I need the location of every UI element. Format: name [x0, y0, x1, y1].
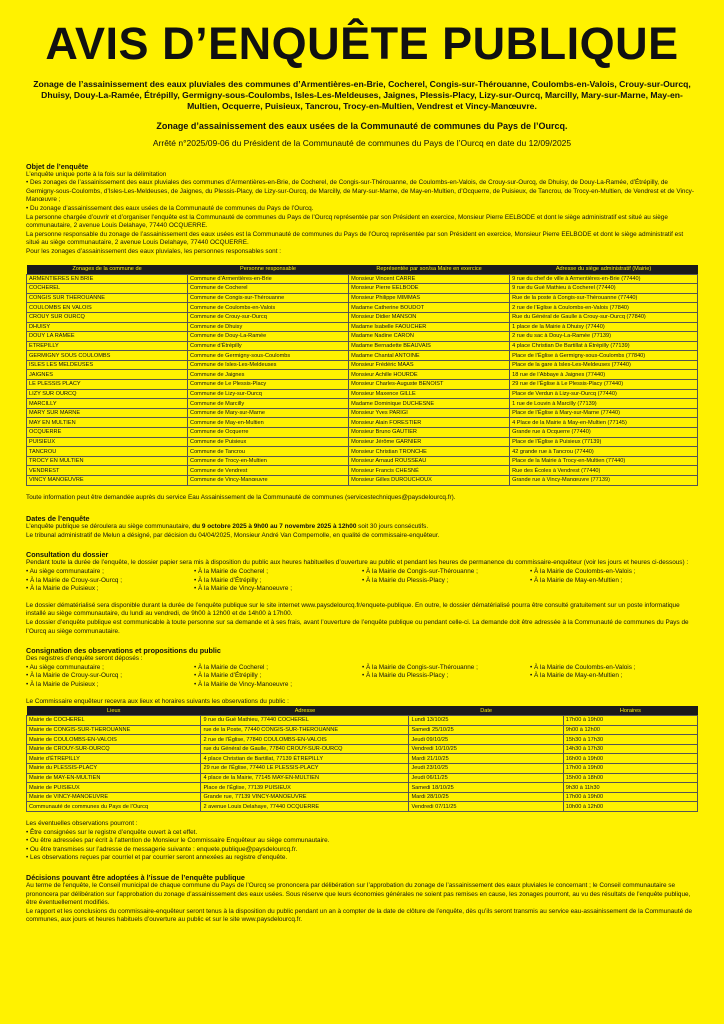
- table-cell: 15h30 à 17h30: [563, 735, 697, 745]
- table-cell: Monsieur Christian TRONCHE: [349, 447, 510, 457]
- table-cell: JAIGNES: [27, 370, 188, 380]
- table-cell: CONGIS SUR THEROUANNE: [27, 293, 188, 303]
- table-cell: Rue du Général de Gaulle à Crouy-sur-Ourcq (77840): [510, 312, 698, 322]
- place-item: • À la Mairie du Plessis-Placy ;: [362, 672, 449, 680]
- decisions-para1: Au terme de l’enquête, le Conseil municipal de chaque commune du Pays de l’Ourcq se prononcera par délibération sur l’approbation du zonage de l’assainissement des eaux pluviales le concernant ; le Conseil communautaire se prononcera par délibération sur l’approbation du zonage d’assainissement des eaux usées. Sous réserve que leurs économies générales ne soient pas remises en cause, les zonages pourront, au vu des résultats de l’enquête publique, être éventuellement modifiés.: [26, 882, 691, 907]
- table-cell: 17h00 à 19h00: [563, 716, 697, 726]
- decisions-title: Décisions pouvant être adoptées à l’issue de l’enquête publique: [26, 873, 245, 883]
- table-cell: GERMIGNY SOUS COULOMBS: [27, 351, 188, 361]
- place-item: • À la Mairie d’Étrépilly ;: [194, 672, 262, 680]
- dates-period: du 9 octobre 2025 à 9h00 au 7 novembre 2025 à 12h00: [192, 523, 357, 531]
- column-header: Personne responsable: [188, 265, 349, 275]
- table-cell: 2 avenue Louis Delahaye, 77440 OCQUERRE: [201, 802, 409, 812]
- consignation-places: [26, 664, 698, 690]
- table-cell: Monsieur Charles-Auguste BENOIST: [349, 380, 510, 390]
- table-cell: TROCY EN MULTIEN: [27, 456, 188, 466]
- table-row: [27, 293, 698, 303]
- table-cell: Vendredi 10/10/25: [409, 744, 563, 754]
- table-cell: Monsieur Arnaud ROUSSEAU: [349, 456, 510, 466]
- table-cell: Commune d’Armentières-en-Brie: [188, 274, 349, 284]
- table-cell: Mairie d’ÉTREPILLY: [27, 754, 201, 764]
- info-text: Toute information peut être demandée auprès du service Eau Assainissement de la Communauté de communes (servicestechniques@paysdelourcq.fr).: [26, 493, 456, 501]
- table-cell: ISLES LES MELDEUSES: [27, 360, 188, 370]
- table-cell: Grande rue à Ocquerre (77440): [510, 428, 698, 438]
- consultation-intro: Pendant toute la durée de l’enquête, le dossier papier sera mis à disposition du public aux heures habituelles d’ouverture au public et pendant les heures de permanence du commissaire-enquêteur (voir les jours et heures ci-dessous) :: [26, 559, 689, 567]
- place-item: • À la Mairie de Congis-sur-Thérouanne ;: [362, 663, 478, 671]
- places-row: [26, 681, 698, 690]
- place-item: • Au siège communautaire ;: [26, 663, 104, 671]
- place-item: • À la Mairie de Coulombs-en-Valois ;: [530, 663, 636, 671]
- table-cell: 9h00 à 12h00: [563, 725, 697, 735]
- table-cell: 14h30 à 17h30: [563, 744, 697, 754]
- table-cell: Lundi 13/10/25: [409, 716, 563, 726]
- table-cell: Place de l’Église à Mary-sur-Marne (77440): [510, 408, 698, 418]
- subtitle: Zonage de l’assainissement des eaux pluviales des communes d’Armentières-en-Brie, Cocherel, Congis-sur-Thérouanne, Coulombs-en-Valois, Crouy-sur-Ourcq, Dhuisy, Douy-La-Ramée, Étrépilly, Germigny-sous-Coulombs, Isles-Les-Meldeuses, Jaignes, Plessis-Placy, Lizy-sur-Ourcq, Marcilly, Mary-sur-Marne, May-en-Multien, Ocquerre, Puisieux, Tancrou, Trocy-en-Multien, Vendrest et Vincy-Manœuvre.: [33, 79, 691, 112]
- table-cell: Commune de Isles-Les-Meldeuses: [188, 360, 349, 370]
- place-item: [530, 585, 698, 594]
- table-row: [27, 370, 698, 380]
- page-title: AVIS D’ENQUÊTE PUBLIQUE: [45, 18, 679, 69]
- table-cell: Commune de Germigny-sous-Coulombs: [188, 351, 349, 361]
- table-cell: Grande rue à Vincy-Manœuvre (77139): [510, 476, 698, 486]
- table-cell: Place de l’Église à Germigny-sous-Coulombs (77840): [510, 351, 698, 361]
- permanences-intro: Le Commissaire enquêteur recevra aux lieux et horaires suivants les observations du public :: [26, 697, 289, 705]
- table-cell: Place de la Mairie à Trocy-en-Multien (77440): [510, 456, 698, 466]
- table-cell: Commune de May-en-Multien: [188, 418, 349, 428]
- table-cell: Madame Chantal ANTOINE: [349, 351, 510, 361]
- table-row: [27, 802, 698, 812]
- objet-line: • Du zonage d’assainissement des eaux usées de la Communauté de communes du Pays de l’Ourcq.: [26, 204, 314, 212]
- table-cell: Monsieur Maxence GILLE: [349, 389, 510, 399]
- table-cell: Jeudi 09/10/25: [409, 735, 563, 745]
- objet-line: La personne chargée d’ouvrir et d’organiser l’enquête est la Communauté de communes du Pays de l’Ourcq représentée par son Président en exercice, Monsieur Pierre EELBODE et dont le siège administratif est situé au siège communautaire, 2 avenue Louis Delahaye, 77440 OCQUERRE.: [26, 213, 668, 230]
- table-cell: Mardi 28/10/25: [409, 792, 563, 802]
- column-header: Adresse: [201, 706, 409, 716]
- table-cell: 17h00 à 19h00: [563, 764, 697, 774]
- table-cell: 4 place Christian De Bartillat à Étrépilly (77139): [510, 341, 698, 351]
- table-cell: Monsieur Bruno GAUTIER: [349, 428, 510, 438]
- column-header: Horaires: [563, 706, 697, 716]
- table-cell: VENDREST: [27, 466, 188, 476]
- table-row: [27, 456, 698, 466]
- table-cell: 17h00 à 19h00: [563, 792, 697, 802]
- objet-line: • Des zonages de l’assainissement des eaux pluviales des communes d’Armentières-en-Brie, de Cocherel, de Congis-sur-Thérouanne, de Coulombs-en-Valois, de Crouy-sur-Ourcq, de Dhuisy, de Douy-La-Ramée, d’Étrépilly, de Germigny-sous-Coulombs, d’Isles-Les-Meldeuses, de Jaignes, du Plessis-Placy, de Lizy-sur-Ourcq, de Marcilly, de Mary-sur-Marne, de May-en-Multien, d’Ocquerre, de Puisieux, de Tancrou, de Trocy-en-Multien, de Vendrest et de Vincy-Manœuvre ;: [26, 179, 694, 204]
- table-row: [27, 399, 698, 409]
- table-row: [27, 447, 698, 457]
- table-row: [27, 303, 698, 313]
- column-header: Date: [409, 706, 563, 716]
- table-cell: TANCROU: [27, 447, 188, 457]
- table-cell: 42 grande rue à Tancrou (77440): [510, 447, 698, 457]
- place-item: [530, 681, 698, 690]
- table-cell: 9 rue du chef de ville à Armentières-en-Brie (77440): [510, 274, 698, 284]
- dates-text-c: soit 30 jours consécutifs.: [356, 523, 429, 531]
- table-cell: LE PLESSIS PLACY: [27, 380, 188, 390]
- table-cell: Mairie de COULOMBS-EN-VALOIS: [27, 735, 201, 745]
- table-cell: Commune de Jaignes: [188, 370, 349, 380]
- table-cell: MAY EN MULTIEN: [27, 418, 188, 428]
- table-row: [27, 428, 698, 438]
- dates-text: [26, 523, 698, 540]
- table-cell: rue de la Poste, 77440 CONGIS-SUR-THEROUANNE: [201, 725, 409, 735]
- table-row: [27, 476, 698, 486]
- objet-line: La personne responsable du zonage de l’assainissement des eaux usées est la Communauté de communes du Pays de l’Ourcq représentée par son Président en exercice, Monsieur Pierre EELBODE et dont le siège administratif est situé au siège communautaire, 2 avenue Louis Delahaye, 77440 OCQUERRE.: [26, 230, 684, 247]
- table-cell: DHUISY: [27, 322, 188, 332]
- table-cell: Grande rue, 77139 VINCY-MANOEUVRE: [201, 792, 409, 802]
- table-cell: 29 rue de l’Église, 77440 LE PLESSIS-PLACY: [201, 764, 409, 774]
- table-cell: 29 rue de l’Église à Le Plessis-Placy (77440): [510, 380, 698, 390]
- table-cell: Place de Verdun à Lizy-sur-Ourcq (77440): [510, 389, 698, 399]
- table-row: [27, 332, 698, 342]
- table-cell: Madame Dominique DUCHESNE: [349, 399, 510, 409]
- place-item: • À la Mairie de Crouy-sur-Ourcq ;: [26, 672, 122, 680]
- table-cell: Rue de la poste à Congis-sur-Thérouanne (77440): [510, 293, 698, 303]
- table-row: [27, 783, 698, 793]
- table-cell: Commune de Vendrest: [188, 466, 349, 476]
- responsables-table: [26, 265, 698, 486]
- table-cell: ETREPILLY: [27, 341, 188, 351]
- table-cell: Communauté de communes du Pays de l’Ourcq: [27, 802, 201, 812]
- table-cell: 4 place de la Mairie, 77145 MAY-EN-MULTIEN: [201, 773, 409, 783]
- table-cell: Monsieur Frédéric MAAS: [349, 360, 510, 370]
- table-cell: Monsieur Didier MANSON: [349, 312, 510, 322]
- consultation-title: Consultation du dossier: [26, 550, 109, 560]
- place-item: • Au siège communautaire ;: [26, 567, 104, 575]
- table-cell: Commune de Le Plessis-Placy: [188, 380, 349, 390]
- table-cell: Monsieur Gilles DUROUCHOUX: [349, 476, 510, 486]
- table-cell: Commune de Marcilly: [188, 399, 349, 409]
- place-item: • À la Mairie du Plessis-Placy ;: [362, 576, 449, 584]
- table-row: [27, 773, 698, 783]
- table-cell: Mairie de VINCY-MANOEUVRE: [27, 792, 201, 802]
- table-row: [27, 380, 698, 390]
- subtitle-eaux-usees: Zonage d’assainissement des eaux usées de la Communauté de communes du Pays de l’Ourcq.: [156, 120, 568, 131]
- objet-title: Objet de l’enquête: [26, 161, 89, 171]
- table-row: [27, 351, 698, 361]
- consignation-intro: Des registres d’enquête seront déposés :: [26, 655, 143, 663]
- table-cell: 2 rue de l’Église, 77840 COULOMBS-EN-VALOIS: [201, 735, 409, 745]
- arrete-line: Arrêté n°2025/09-06 du Président de la Communauté de communes du Pays de l’Ourcq en date du 12/09/2025: [152, 137, 572, 148]
- table-row: [27, 744, 698, 754]
- table-cell: Commune d’Étrépilly: [188, 341, 349, 351]
- table-cell: ARMENTIERES EN BRIE: [27, 274, 188, 284]
- table-cell: Monsieur Jérôme GARNIER: [349, 437, 510, 447]
- table-cell: 1 place de la Mairie à Dhuisy (77440): [510, 322, 698, 332]
- observations-list: [26, 829, 698, 863]
- table-row: [27, 360, 698, 370]
- table-cell: Monsieur Philippe MIMMAS: [349, 293, 510, 303]
- places-row: [26, 672, 698, 681]
- table-row: [27, 764, 698, 774]
- table-row: [27, 284, 698, 294]
- observation-item: • Ou être adressées par écrit à l’attention de Monsieur le Commissaire Enquêteur au siège communautaire.: [26, 837, 330, 845]
- table-cell: COULOMBS EN VALOIS: [27, 303, 188, 313]
- table-cell: MARCILLY: [27, 399, 188, 409]
- table-cell: Place de l’Église, 77139 PUISIEUX: [201, 783, 409, 793]
- table-cell: Monsieur Achille HOURDE: [349, 370, 510, 380]
- table-cell: Monsieur Alain FORESTIER: [349, 418, 510, 428]
- place-item: • À la Mairie de Puisieux ;: [26, 585, 99, 593]
- consultation-para2: Le dossier d’enquête publique est communicable à toute personne sur sa demande et à ses frais, avant l’ouverture de l’enquête publique ou pendant celle-ci. La demande doit être adressée à la Communauté de communes du Pays de l’Ourcq au siège communautaire.: [26, 618, 689, 635]
- table-row: [27, 312, 698, 322]
- table-cell: Vendredi 07/11/25: [409, 802, 563, 812]
- places-row: [26, 577, 698, 586]
- table-row: [27, 408, 698, 418]
- table-cell: CROUY SUR OURCQ: [27, 312, 188, 322]
- place-item: • À la Mairie de Vincy-Manoeuvre ;: [194, 585, 293, 593]
- table-cell: Monsieur Vincent CARRE: [349, 274, 510, 284]
- table-cell: 2 rue de l’Eglise à Coulombs-en-Valois (77840): [510, 303, 698, 313]
- table-row: [27, 735, 698, 745]
- table-cell: Commune de Mary-sur-Marne: [188, 408, 349, 418]
- dates-title: Dates de l’enquête: [26, 514, 90, 524]
- column-header: Lieux: [27, 706, 201, 716]
- table-cell: PUISIEUX: [27, 437, 188, 447]
- consignation-title: Consignation des observations et propositions du public: [26, 646, 221, 656]
- table-cell: LIZY SUR OURCQ: [27, 389, 188, 399]
- objet-line: Pour les zonages d’assainissement des eaux pluviales, les personnes responsables sont :: [26, 247, 282, 255]
- table-row: [27, 754, 698, 764]
- place-item: • À la Mairie de May-en-Multien ;: [530, 672, 623, 680]
- place-item: • À la Mairie de Cocherel ;: [194, 663, 268, 671]
- table-row: [27, 466, 698, 476]
- table-cell: Commune de Lizy-sur-Ourcq: [188, 389, 349, 399]
- table-cell: Rue des Écoles à Vendrest (77440): [510, 466, 698, 476]
- place-item: • À la Mairie d’Étrépilly ;: [194, 576, 262, 584]
- place-item: • À la Mairie de May-en-Multien ;: [530, 576, 623, 584]
- place-item: • À la Mairie de Coulombs-en-Valois ;: [530, 567, 636, 575]
- observations-intro: Les éventuelles observations pourront :: [26, 820, 138, 828]
- table-row: [27, 322, 698, 332]
- places-row: [26, 568, 698, 577]
- table-cell: Place de la gare à Isles-Les-Meldeuses (77440): [510, 360, 698, 370]
- table-cell: 9 rue du Gué Mathieu, 77440 COCHEREL: [201, 716, 409, 726]
- table-cell: Jeudi 23/10/25: [409, 764, 563, 774]
- table-cell: Monsieur Francis CHESNÉ: [349, 466, 510, 476]
- table-cell: 9 rue du Gué Mathieu à Cocherel (77440): [510, 284, 698, 294]
- table-row: [27, 437, 698, 447]
- table-cell: Madame Nadine CARON: [349, 332, 510, 342]
- table-cell: VINCY MANOEUVRE: [27, 476, 188, 486]
- place-item: • À la Mairie de Vincy-Manoeuvre ;: [194, 680, 293, 688]
- observation-item: • Être consignées sur le registre d’enquête ouvert à cet effet.: [26, 828, 198, 836]
- table-cell: Commune de Trocy-en-Multien: [188, 456, 349, 466]
- consultation-places: [26, 568, 698, 594]
- table-cell: Commune de Crouy-sur-Ourcq: [188, 312, 349, 322]
- table-cell: MARY SUR MARNE: [27, 408, 188, 418]
- place-item: • À la Mairie de Crouy-sur-Ourcq ;: [26, 576, 122, 584]
- table-row: [27, 389, 698, 399]
- table-cell: Commune de Dhuisy: [188, 322, 349, 332]
- table-cell: Place de l’Église à Puisieux (77139): [510, 437, 698, 447]
- column-header: Zonages de la commune de: [27, 265, 188, 275]
- column-header: Représentée par son/sa Maire en exercice: [349, 265, 510, 275]
- table-cell: DOUY LA RAMEE: [27, 332, 188, 342]
- table-cell: OCQUERRE: [27, 428, 188, 438]
- place-item: • À la Mairie de Cocherel ;: [194, 567, 268, 575]
- table-row: [27, 418, 698, 428]
- table-cell: 4 Place de la Mairie à May-en-Multien (77145): [510, 418, 698, 428]
- place-item: [362, 585, 530, 594]
- place-item: • À la Mairie de Puisieux ;: [26, 680, 99, 688]
- table-cell: Monsieur Yves PARIGI: [349, 408, 510, 418]
- places-row: [26, 585, 698, 594]
- table-cell: 18 rue de l’Abbaye à Jaignes (77440): [510, 370, 698, 380]
- table-cell: Commune de Puisieux: [188, 437, 349, 447]
- table-cell: 1 rue de Louvin à Marcilly (77139): [510, 399, 698, 409]
- table-cell: rue du Général de Gaulle, 77840 CROUY-SUR-OURCQ: [201, 744, 409, 754]
- table-cell: Mardi 21/10/25: [409, 754, 563, 764]
- table-cell: Commune de Tancrou: [188, 447, 349, 457]
- table-cell: COCHEREL: [27, 284, 188, 294]
- table-cell: Commune de Cocherel: [188, 284, 349, 294]
- table-cell: Madame Bernadette BEAUVAIS: [349, 341, 510, 351]
- table-cell: 16h00 à 19h00: [563, 754, 697, 764]
- table-cell: 2 rue du sac à Douy-La-Ramée (77139): [510, 332, 698, 342]
- table-cell: Commune de Coulombs-en-Valois: [188, 303, 349, 313]
- column-header: Adresse du siège administratif (Mairie): [510, 265, 698, 275]
- table-cell: Mairie de CONGIS-SUR-THEROUANNE: [27, 725, 201, 735]
- objet-text: [26, 171, 698, 257]
- table-cell: 4 place Christian de Bartillat, 77139 ÉTREPILLY: [201, 754, 409, 764]
- table-row: [27, 792, 698, 802]
- observation-item: • Les observations reçues par courriel et par courrier seront annexées au registre d’enquête.: [26, 854, 288, 862]
- table-row: [27, 274, 698, 284]
- table-cell: Jeudi 06/11/25: [409, 773, 563, 783]
- table-cell: Commune de Vincy-Manœuvre: [188, 476, 349, 486]
- consultation-para1: Le dossier dématérialisé sera disponible durant la durée de l’enquête publique sur le site internet www.paysdelourcq.fr/enquete-publique. En outre, le dossier dématérialisé pourra être consulté gratuitement sur un poste informatique installé au siège communautaire, du lundi au vendredi, de 9h00 à 12h00 et de 14h00 à 17h00.: [26, 601, 680, 618]
- place-item: • À la Mairie de Congis-sur-Thérouanne ;: [362, 567, 478, 575]
- table-row: [27, 716, 698, 726]
- decisions-para2: Le rapport et les conclusions du commissaire-enquêteur seront tenus à la disposition du public pendant un an à compter de la date de clôture de l’enquête, dès qu’ils seront transmis au service eau-assainissement de la Communauté de communes, aux jours et heures habituels d’ouverture au public et sur le site www.paysdelourcq.fr.: [26, 907, 693, 924]
- table-cell: Madame Isabelle FAOUCHER: [349, 322, 510, 332]
- table-cell: 15h00 à 18h00: [563, 773, 697, 783]
- table-cell: Commune de Ocquerre: [188, 428, 349, 438]
- place-item: [362, 681, 530, 690]
- table-cell: Commune de Douy-La-Ramée: [188, 332, 349, 342]
- table-row: [27, 725, 698, 735]
- table-cell: Monsieur Pierre EELBODE: [349, 284, 510, 294]
- table-cell: Samedi 18/10/25: [409, 783, 563, 793]
- table-cell: Mairie du PLESSIS-PLACY: [27, 764, 201, 774]
- table-cell: Madame Catherine BOUDOT: [349, 303, 510, 313]
- table-cell: 10h00 à 12h00: [563, 802, 697, 812]
- table-row: [27, 341, 698, 351]
- table-cell: Mairie de PUISIEUX: [27, 783, 201, 793]
- dates-commissaire: Le tribunal administratif de Melun a désigné, par décision du 04/04/2025, Monsieur André Van Compernolle, en qualité de commissaire-enquêteur.: [26, 531, 440, 539]
- observation-item: • Ou être transmises sur l’adresse de messagerie suivante : enquete.publique@paysdelourcq.fr.: [26, 845, 298, 853]
- permanences-table: [26, 706, 698, 812]
- objet-line: L’enquête unique porte à la fois sur la délimitation: [26, 170, 167, 178]
- table-cell: Mairie de CROUY-SUR-OURCQ: [27, 744, 201, 754]
- table-cell: Mairie de MAY-EN-MULTIEN: [27, 773, 201, 783]
- table-cell: Mairie de COCHEREL: [27, 716, 201, 726]
- table-cell: 9h30 à 11h30: [563, 783, 697, 793]
- table-cell: Samedi 25/10/25: [409, 725, 563, 735]
- table-cell: Commune de Congis-sur-Thérouanne: [188, 293, 349, 303]
- dates-text-a: L’enquête publique se déroulera au siège communautaire,: [26, 523, 193, 531]
